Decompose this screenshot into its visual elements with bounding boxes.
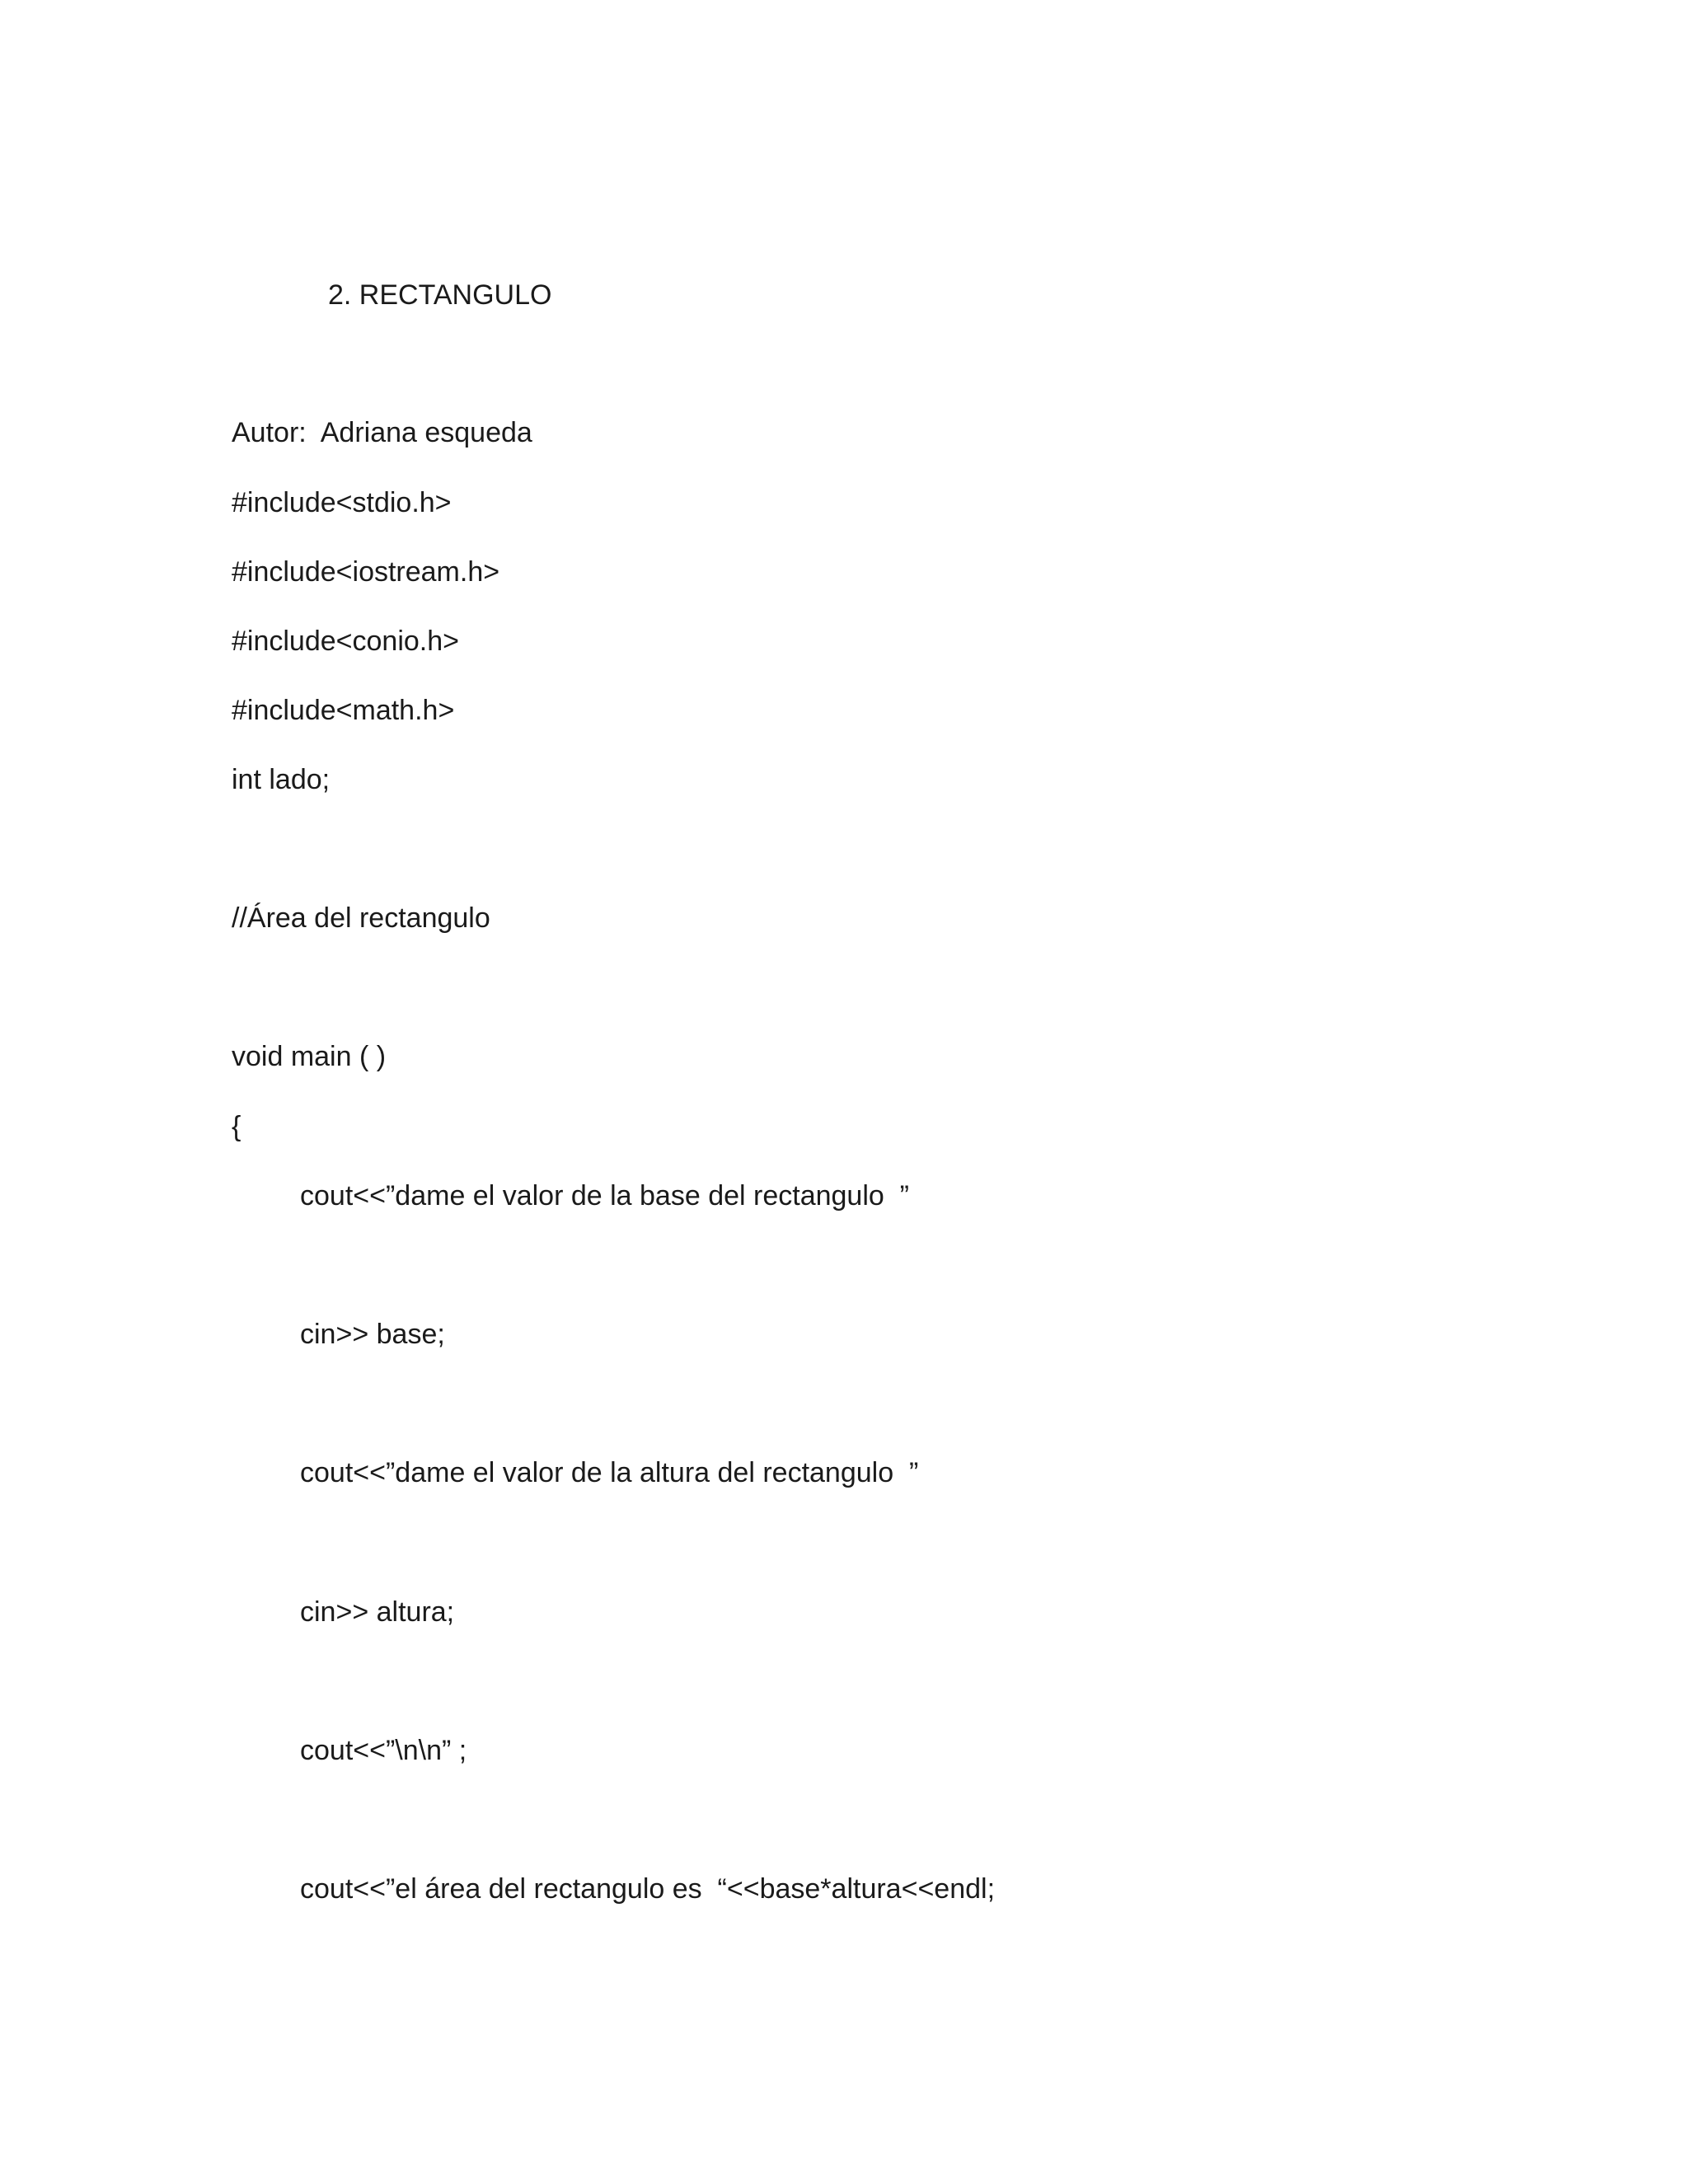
code-line: cout<<”\n\n” ; [300,1735,467,1766]
include-line: #include<conio.h> [232,626,460,657]
include-line: #include<math.h> [232,695,455,726]
open-brace: { [232,1111,241,1142]
code-line: cin>> base; [300,1319,445,1350]
comment-line: //Área del rectangulo [232,902,490,934]
include-line: #include<iostream.h> [232,556,500,588]
code-line: cout<<”el área del rectangulo es “<<base*altura<<endl; [300,1873,996,1905]
author-line: Autor: Adriana esqueda [232,417,532,448]
code-line: cout<<”dame el valor de la base del rectangulo ” [300,1180,910,1212]
declaration-line: int lado; [232,764,331,795]
include-line: #include<stdio.h> [232,487,452,518]
document-heading: 2. RECTANGULO [328,279,552,311]
main-signature: void main ( ) [232,1041,387,1072]
code-line: cin>> altura; [300,1596,455,1628]
code-line: cout<<”dame el valor de la altura del rectangulo ” [300,1457,919,1488]
